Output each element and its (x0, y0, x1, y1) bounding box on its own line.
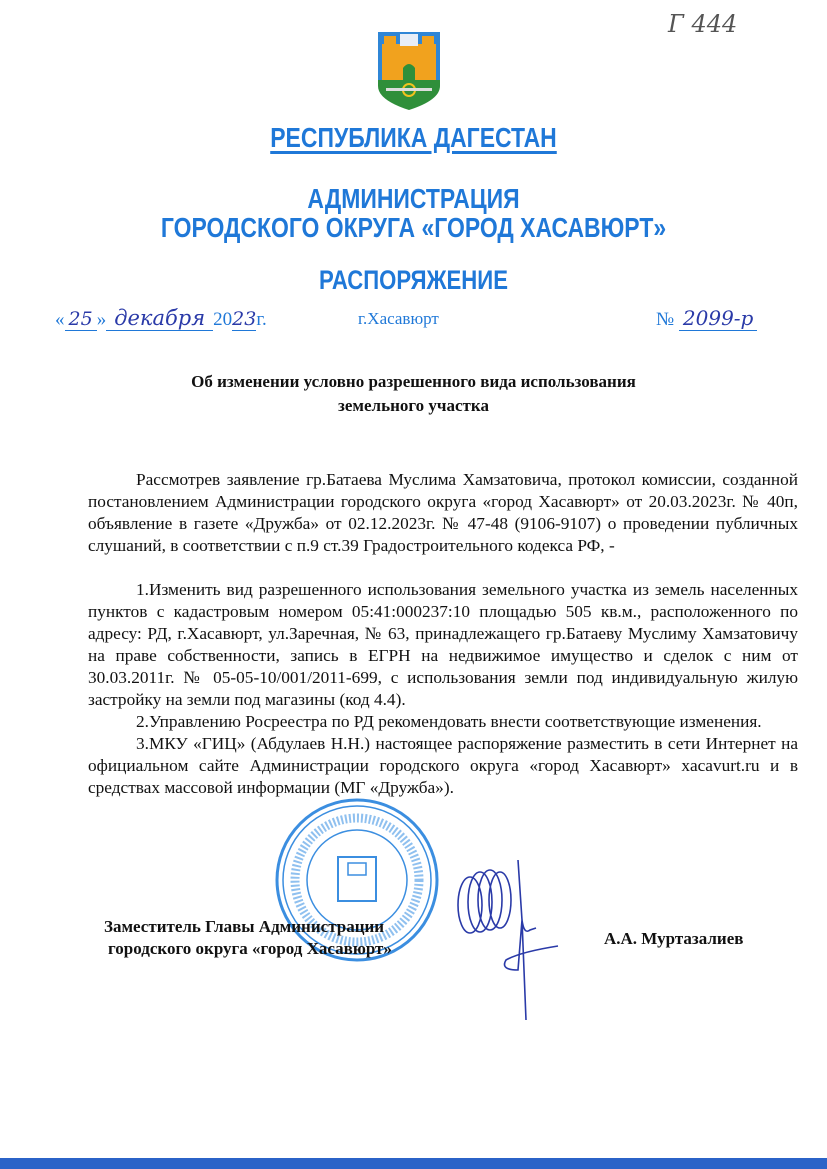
title-line1: Об изменении условно разрешенного вида использования (191, 372, 636, 391)
date-year-unit: г. (256, 309, 267, 330)
title-line2: земельного участка (338, 396, 489, 415)
handwritten-signature (440, 860, 580, 1030)
number-value: 2099-р (679, 306, 757, 331)
document-date (55, 306, 267, 331)
item-2-paragraph: 2.Управлению Росреестра по РД рекомендовать внести соответствующие изменения. (136, 712, 762, 731)
preamble-paragraph: Рассмотрев заявление гр.Батаева Муслима Хамзатовича, протокол комиссии, созданной постановлением Администрации городского округа «город Хасавюрт» от 20.03.2023г. № 40п, объявление в газете «Дружба» от 02.12.2023г. № 47-48 (9106-9107) о проведении публичных слушаний, в соответствии с п.9 ст.39 Градостроительного кодекса РФ, - (88, 470, 798, 555)
date-day: 25 (65, 308, 97, 331)
signatory-position (104, 916, 392, 960)
document-type-heading: РАСПОРЯЖЕНИЕ (319, 265, 508, 295)
coat-of-arms-emblem (376, 30, 442, 112)
signatory-name: А.А. Муртазалиев (604, 929, 744, 948)
item-3-paragraph: 3.МКУ «ГИЦ» (Абдулаев Н.Н.) настоящее распоряжение разместить в сети Интернет на официальном сайте Администрации городского округа «город Хасавюрт» xacavurt.ru и в средствах массовой информации (МГ «Дружба»). (88, 734, 798, 797)
document-city: г.Хасавюрт (358, 309, 439, 328)
date-open-quote: « (55, 309, 65, 330)
item-1-paragraph: 1.Изменить вид разрешенного использования земельного участка из земель населенных пунктов с кадастровым номером 05:41:000237:10 площадью 505 кв.м., расположенного по адресу: РД, г.Хасавюрт, ул.Заречная, № 63, принадлежащего гр.Батаеву Муслиму Хамзатовичу на праве собственности, запись в ЕГРН на недвижимое имущество и сделок с ним от 30.03.2011г. № 05-05-10/001/2011-699, с использования земли под индивидуальную жилую застройку на земли под магазины (код 4.4). (88, 580, 798, 709)
date-year-suffix: 23 (232, 308, 257, 330)
date-year-prefix: 20 (213, 309, 233, 330)
administration-heading-line2: ГОРОДСКОГО ОКРУГА «ГОРОД ХАСАВЮРТ» (160, 212, 667, 243)
document-body (88, 469, 798, 799)
date-close-quote: » (96, 309, 107, 330)
republic-heading (74, 122, 752, 154)
signatory-position-line1: Заместитель Главы Администрации (104, 917, 385, 936)
handwritten-corner-mark: Г 444 (668, 10, 738, 38)
republic-heading-text: РЕСПУБЛИКА ДАГЕСТАН (270, 122, 557, 153)
scan-edge-band (0, 1158, 827, 1169)
document-number (656, 306, 757, 331)
number-label: № (656, 309, 675, 330)
document-title (0, 370, 827, 418)
date-month: декабря (106, 306, 213, 331)
signatory-position-line2: городского округа «город Хасавюрт» (108, 939, 392, 958)
administration-heading-line1: АДМИНИСТРАЦИЯ (307, 183, 520, 214)
